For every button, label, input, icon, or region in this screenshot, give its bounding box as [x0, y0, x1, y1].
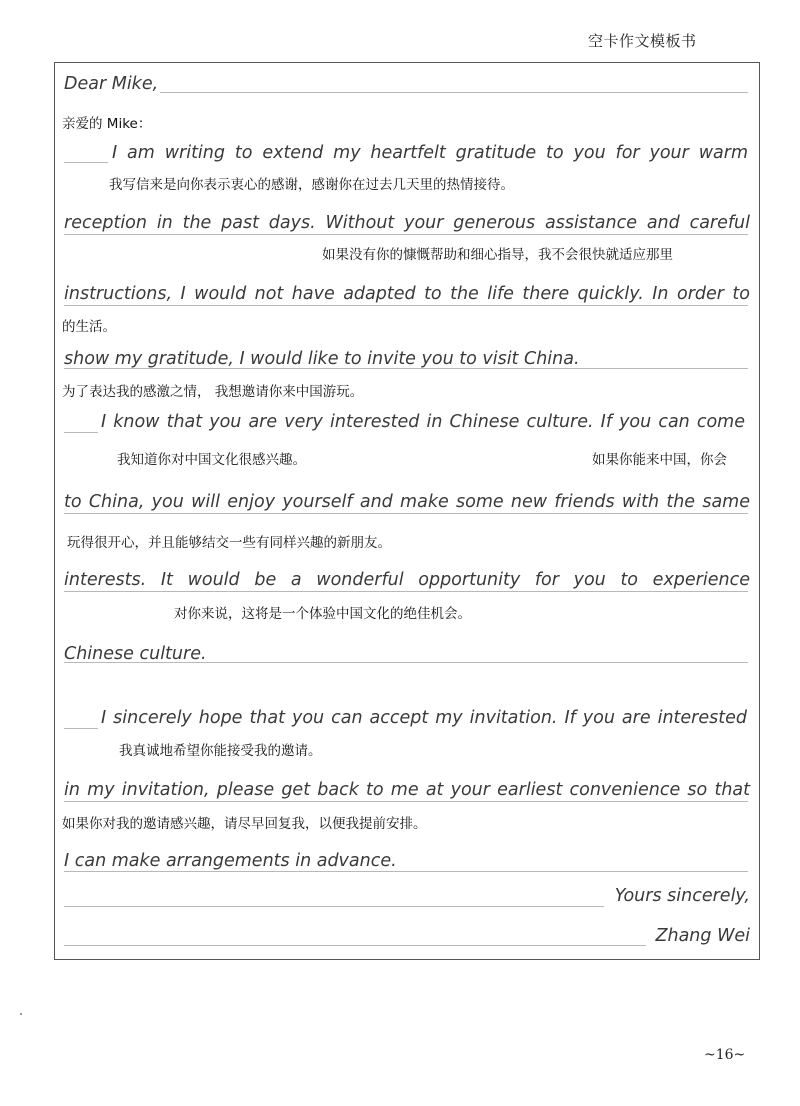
letter-line-2: reception in the past days. Without your generous assistance and careful: [64, 213, 750, 233]
closing: Yours sincerely,: [614, 886, 750, 906]
translation-5b: 如果你能来中国，你会: [592, 452, 727, 468]
translation-7: 对你来说，这将是一个体验中国文化的绝佳机会。: [174, 606, 471, 622]
scan-speck: [20, 1013, 22, 1015]
salutation-translation: 亲爱的 Mike：: [62, 116, 152, 132]
writing-rule: [64, 871, 748, 872]
writing-rule: [64, 662, 748, 663]
salutation: Dear Mike,: [64, 74, 159, 94]
letter-line-3: instructions, I would not have adapted to the life there quickly. In order to: [64, 284, 750, 304]
writing-rule: [64, 162, 108, 163]
translation-9: 如果你对我的邀请感兴趣，请尽早回复我，以便我提前安排。: [62, 816, 427, 832]
translation-6: 玩得很开心，并且能够结交一些有同样兴趣的新朋友。: [67, 535, 391, 551]
writing-rule: [64, 432, 98, 433]
letter-line-10: in my invitation, please get back to me at your earliest convenience so that: [64, 780, 750, 800]
writing-rule: [64, 368, 748, 369]
translation-4: 为了表达我的感激之情， 我想邀请你来中国游玩。: [62, 384, 364, 400]
letter-line-5: I know that you are very interested in Chinese culture. If you can come: [101, 412, 745, 432]
writing-rule: [64, 305, 748, 306]
translation-5a: 我知道你对中国文化很感兴趣。: [117, 452, 306, 468]
letter-line-6: to China, you will enjoy yourself and make some new friends with the same: [64, 492, 750, 512]
letter-line-11: I can make arrangements in advance.: [64, 851, 397, 871]
writing-rule: [64, 801, 748, 802]
translation-2: 如果没有你的慷慨帮助和细心指导，我不会很快就适应那里: [322, 247, 673, 263]
writing-rule: [64, 513, 748, 514]
translation-3: 的生活。: [62, 319, 116, 335]
letter-line-4: show my gratitude, I would like to invite you to visit China.: [64, 349, 580, 369]
book-title: 空卡作文模板书: [588, 32, 697, 50]
writing-rule: [64, 906, 604, 907]
translation-1: 我写信来是向你表示衷心的感谢，感谢你在过去几天里的热情接待。: [109, 177, 514, 193]
letter-line-7: interests. It would be a wonderful opportunity for you to experience: [64, 570, 750, 590]
writing-rule: [64, 234, 748, 235]
writing-rule: [64, 728, 98, 729]
writing-rule: [160, 92, 748, 93]
letter-line-9: I sincerely hope that you can accept my invitation. If you are interested: [101, 708, 747, 728]
letter-line-1: I am writing to extend my heartfelt gratitude to you for your warm: [112, 143, 748, 163]
writing-rule: [64, 591, 748, 592]
page-number: ~16~: [704, 1047, 746, 1063]
letter-line-8: Chinese culture.: [64, 644, 207, 664]
signature: Zhang Wei: [655, 926, 750, 946]
translation-8: 我真诚地希望你能接受我的邀请。: [119, 743, 322, 759]
